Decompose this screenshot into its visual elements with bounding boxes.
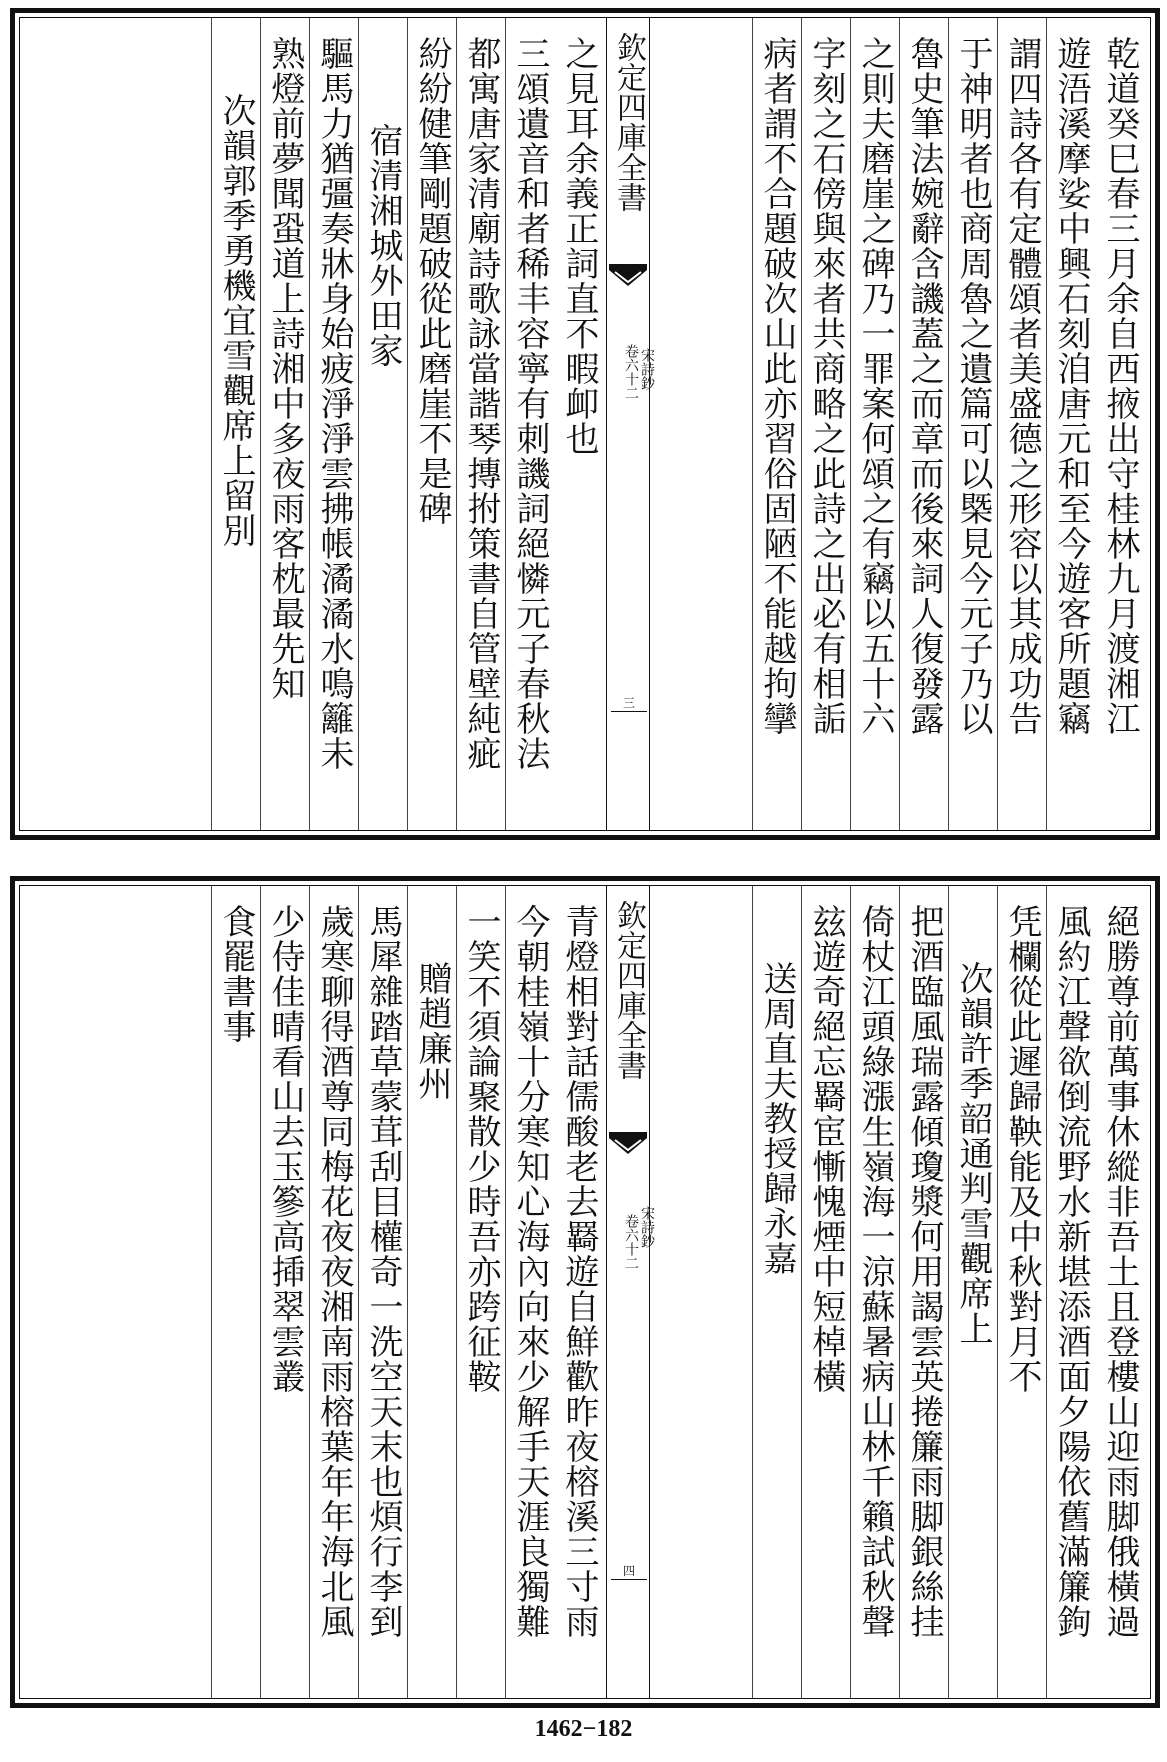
book-title: 宋詩鈔	[639, 1206, 655, 1248]
centre-fold	[606, 886, 655, 1698]
text-column: 病者謂不合題破次山此亦習俗固陋不能越拘攣	[752, 18, 801, 830]
text-column: 字刻之石傍與來者共商略之此詩之出必有相詬	[801, 18, 850, 830]
collection-title: 欽定四庫全書	[611, 900, 646, 1080]
text-column: 食罷書事	[211, 886, 260, 1698]
text-column: 絕勝尊前萬事休縱非吾土且登樓山迎雨脚俄橫過	[1100, 904, 1140, 1639]
text-column: 魯史筆法婉辭含譏蓋之而章而後來詞人復發露	[899, 18, 948, 830]
text-column: 熟燈前夢聞蛩道上詩湘中多夜雨客枕最先知	[260, 18, 309, 830]
collection-title: 欽定四庫全書	[611, 32, 646, 212]
text-column: 遊浯溪摩娑中興石刻洎唐元和至今遊客所題竊	[1046, 18, 1095, 830]
volume-label: 卷六十二	[623, 344, 639, 400]
page-bottom	[0, 876, 1167, 1708]
leaf-number: 三	[611, 694, 647, 712]
text-column: 送周直夫教授歸永嘉	[752, 886, 801, 1698]
text-column: 凭欄從此遲歸鞅能及中秋對月不	[997, 886, 1046, 1698]
text-block	[20, 18, 1150, 830]
text-column: 之則夫磨崖之碑乃一罪案何頌之有竊以五十六	[850, 18, 899, 830]
text-column: 歲寒聊得酒尊同梅花夜夜湘南雨榕葉年年海北風	[309, 886, 358, 1698]
text-column: 一笑不須論聚散少時吾亦跨征鞍	[456, 886, 505, 1698]
text-block	[20, 886, 1150, 1698]
text-column: 驅馬力猶彊奏牀身始疲淨淨雲拂帳潏潏水鳴籬未	[309, 18, 358, 830]
text-column: 之見耳余義正詞直不暇卹也	[559, 36, 599, 456]
text-column: 把酒臨風瑞露傾瓊漿何用謁雲英捲簾雨脚銀絲挂	[899, 886, 948, 1698]
text-column: 三頌遺音和者稀丰容寧有刺譏詞絕憐元子春秋法	[505, 18, 554, 830]
text-column: 馬犀雜踏草蒙茸刮目權奇一洗空天末也煩行李到	[358, 886, 407, 1698]
volume-label: 卷六十二	[623, 1214, 639, 1270]
text-column: 都寓唐家清廟詩歌詠當諧琴摶拊策書自管壁純疵	[456, 18, 505, 830]
text-column: 紛紛健筆剛題破從此磨崖不是碑	[407, 18, 456, 830]
fish-tail-mark-icon	[609, 262, 647, 288]
page-top	[0, 0, 1167, 842]
text-column: 玆遊奇絕忘羇宦慚愧煙中短棹橫	[801, 886, 850, 1698]
text-column: 青燈相對話儒酸老去羇遊自鮮歡昨夜榕溪三寸雨	[559, 904, 599, 1639]
centre-fold	[606, 18, 655, 830]
text-column: 乾道癸巳春三月余自西掖出守桂林九月渡湘江	[1100, 36, 1140, 736]
text-column: 風約江聲欲倒流野水新堪添酒面夕陽依舊滿簾鉤	[1046, 886, 1095, 1698]
text-column: 贈趙廉州	[407, 886, 456, 1698]
page-code: 1462−182	[534, 1716, 633, 1742]
text-column: 少侍佳晴看山去玉篸高揷翠雲叢	[260, 886, 309, 1698]
fish-tail-mark-icon	[609, 1130, 647, 1156]
text-column: 次韻許季韶通判雪觀席上	[948, 886, 997, 1698]
book-title: 宋詩鈔	[639, 348, 655, 390]
text-column: 謂四詩各有定體頌者美盛德之形容以其成功告	[997, 18, 1046, 830]
text-column: 次韻郭季勇機宜雪觀席上留別	[211, 18, 260, 830]
text-column: 宿清湘城外田家	[358, 18, 407, 830]
leaf-number: 四	[611, 1562, 647, 1580]
text-column: 于神明者也商周魯之遺篇可以槩見今元子乃以	[948, 18, 997, 830]
text-column: 倚杖江頭綠漲生嶺海一涼蘇暑病山林千籟試秋聲	[850, 886, 899, 1698]
text-column: 今朝桂嶺十分寒知心海內向來少解手天涯良獨難	[505, 886, 554, 1698]
